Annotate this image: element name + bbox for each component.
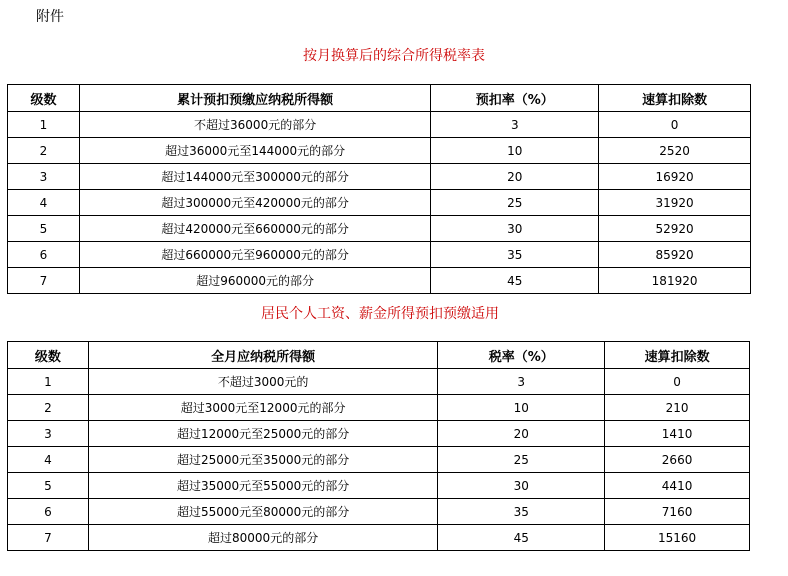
header-level: 级数	[8, 342, 89, 369]
table-row	[8, 268, 751, 294]
cell-rate: 45	[438, 525, 605, 551]
cell-level: 4	[8, 190, 80, 216]
cell-rate: 20	[438, 421, 605, 447]
cell-rate: 30	[431, 216, 599, 242]
header-income: 累计预扣预缴应纳税所得额	[79, 85, 430, 112]
cell-rate: 30	[438, 473, 605, 499]
cell-rate: 20	[431, 164, 599, 190]
cell-income-range: 超过660000元至960000元的部分	[79, 242, 430, 268]
table-row	[8, 164, 751, 190]
cell-income-range: 超过35000元至55000元的部分	[88, 473, 437, 499]
cell-level: 1	[8, 369, 89, 395]
cell-deduction: 2520	[599, 138, 751, 164]
table-row	[8, 525, 750, 551]
cell-rate: 25	[438, 447, 605, 473]
cell-level: 2	[8, 138, 80, 164]
cell-deduction: 31920	[599, 190, 751, 216]
cell-level: 6	[8, 499, 89, 525]
cell-deduction: 7160	[605, 499, 750, 525]
table2-body	[8, 369, 750, 551]
cell-income-range: 超过80000元的部分	[88, 525, 437, 551]
tax-rate-table-cumulative	[7, 84, 751, 294]
cell-rate: 35	[431, 242, 599, 268]
cell-income-range: 超过12000元至25000元的部分	[88, 421, 437, 447]
cell-deduction: 15160	[605, 525, 750, 551]
table-row	[8, 242, 751, 268]
table-row	[8, 447, 750, 473]
table1-body	[8, 112, 751, 294]
attachment-label: 附件	[36, 9, 64, 25]
cell-deduction: 16920	[599, 164, 751, 190]
table2-caption: 居民个人工资、薪金所得预扣预缴适用	[261, 306, 499, 322]
table-row	[8, 473, 750, 499]
table1-caption: 按月换算后的综合所得税率表	[303, 48, 485, 64]
table-header-row	[8, 342, 750, 369]
cell-deduction: 1410	[605, 421, 750, 447]
cell-income-range: 不超过3000元的	[88, 369, 437, 395]
table-row	[8, 190, 751, 216]
cell-income-range: 超过25000元至35000元的部分	[88, 447, 437, 473]
table-header-row	[8, 85, 751, 112]
cell-income-range: 不超过36000元的部分	[79, 112, 430, 138]
cell-deduction: 0	[605, 369, 750, 395]
cell-rate: 25	[431, 190, 599, 216]
header-rate: 税率（%）	[438, 342, 605, 369]
header-deduction: 速算扣除数	[605, 342, 750, 369]
cell-deduction: 0	[599, 112, 751, 138]
cell-deduction: 4410	[605, 473, 750, 499]
cell-level: 5	[8, 216, 80, 242]
cell-deduction: 85920	[599, 242, 751, 268]
cell-rate: 10	[431, 138, 599, 164]
header-deduction: 速算扣除数	[599, 85, 751, 112]
cell-rate: 3	[431, 112, 599, 138]
table-row	[8, 216, 751, 242]
cell-income-range: 超过420000元至660000元的部分	[79, 216, 430, 242]
table-row	[8, 421, 750, 447]
table-row	[8, 395, 750, 421]
cell-level: 2	[8, 395, 89, 421]
cell-level: 3	[8, 421, 89, 447]
cell-level: 6	[8, 242, 80, 268]
header-rate: 预扣率（%）	[431, 85, 599, 112]
cell-income-range: 超过144000元至300000元的部分	[79, 164, 430, 190]
table-row	[8, 112, 751, 138]
cell-rate: 10	[438, 395, 605, 421]
cell-level: 3	[8, 164, 80, 190]
cell-rate: 45	[431, 268, 599, 294]
cell-rate: 3	[438, 369, 605, 395]
cell-income-range: 超过3000元至12000元的部分	[88, 395, 437, 421]
cell-level: 1	[8, 112, 80, 138]
header-income: 全月应纳税所得额	[88, 342, 437, 369]
tax-rate-table-monthly	[7, 341, 750, 551]
cell-level: 4	[8, 447, 89, 473]
cell-level: 7	[8, 525, 89, 551]
cell-deduction: 52920	[599, 216, 751, 242]
cell-level: 5	[8, 473, 89, 499]
cell-deduction: 2660	[605, 447, 750, 473]
cell-deduction: 181920	[599, 268, 751, 294]
cell-income-range: 超过36000元至144000元的部分	[79, 138, 430, 164]
header-level: 级数	[8, 85, 80, 112]
cell-deduction: 210	[605, 395, 750, 421]
table-row	[8, 138, 751, 164]
cell-income-range: 超过300000元至420000元的部分	[79, 190, 430, 216]
table-row	[8, 499, 750, 525]
cell-level: 7	[8, 268, 80, 294]
cell-income-range: 超过55000元至80000元的部分	[88, 499, 437, 525]
cell-rate: 35	[438, 499, 605, 525]
table-row	[8, 369, 750, 395]
cell-income-range: 超过960000元的部分	[79, 268, 430, 294]
